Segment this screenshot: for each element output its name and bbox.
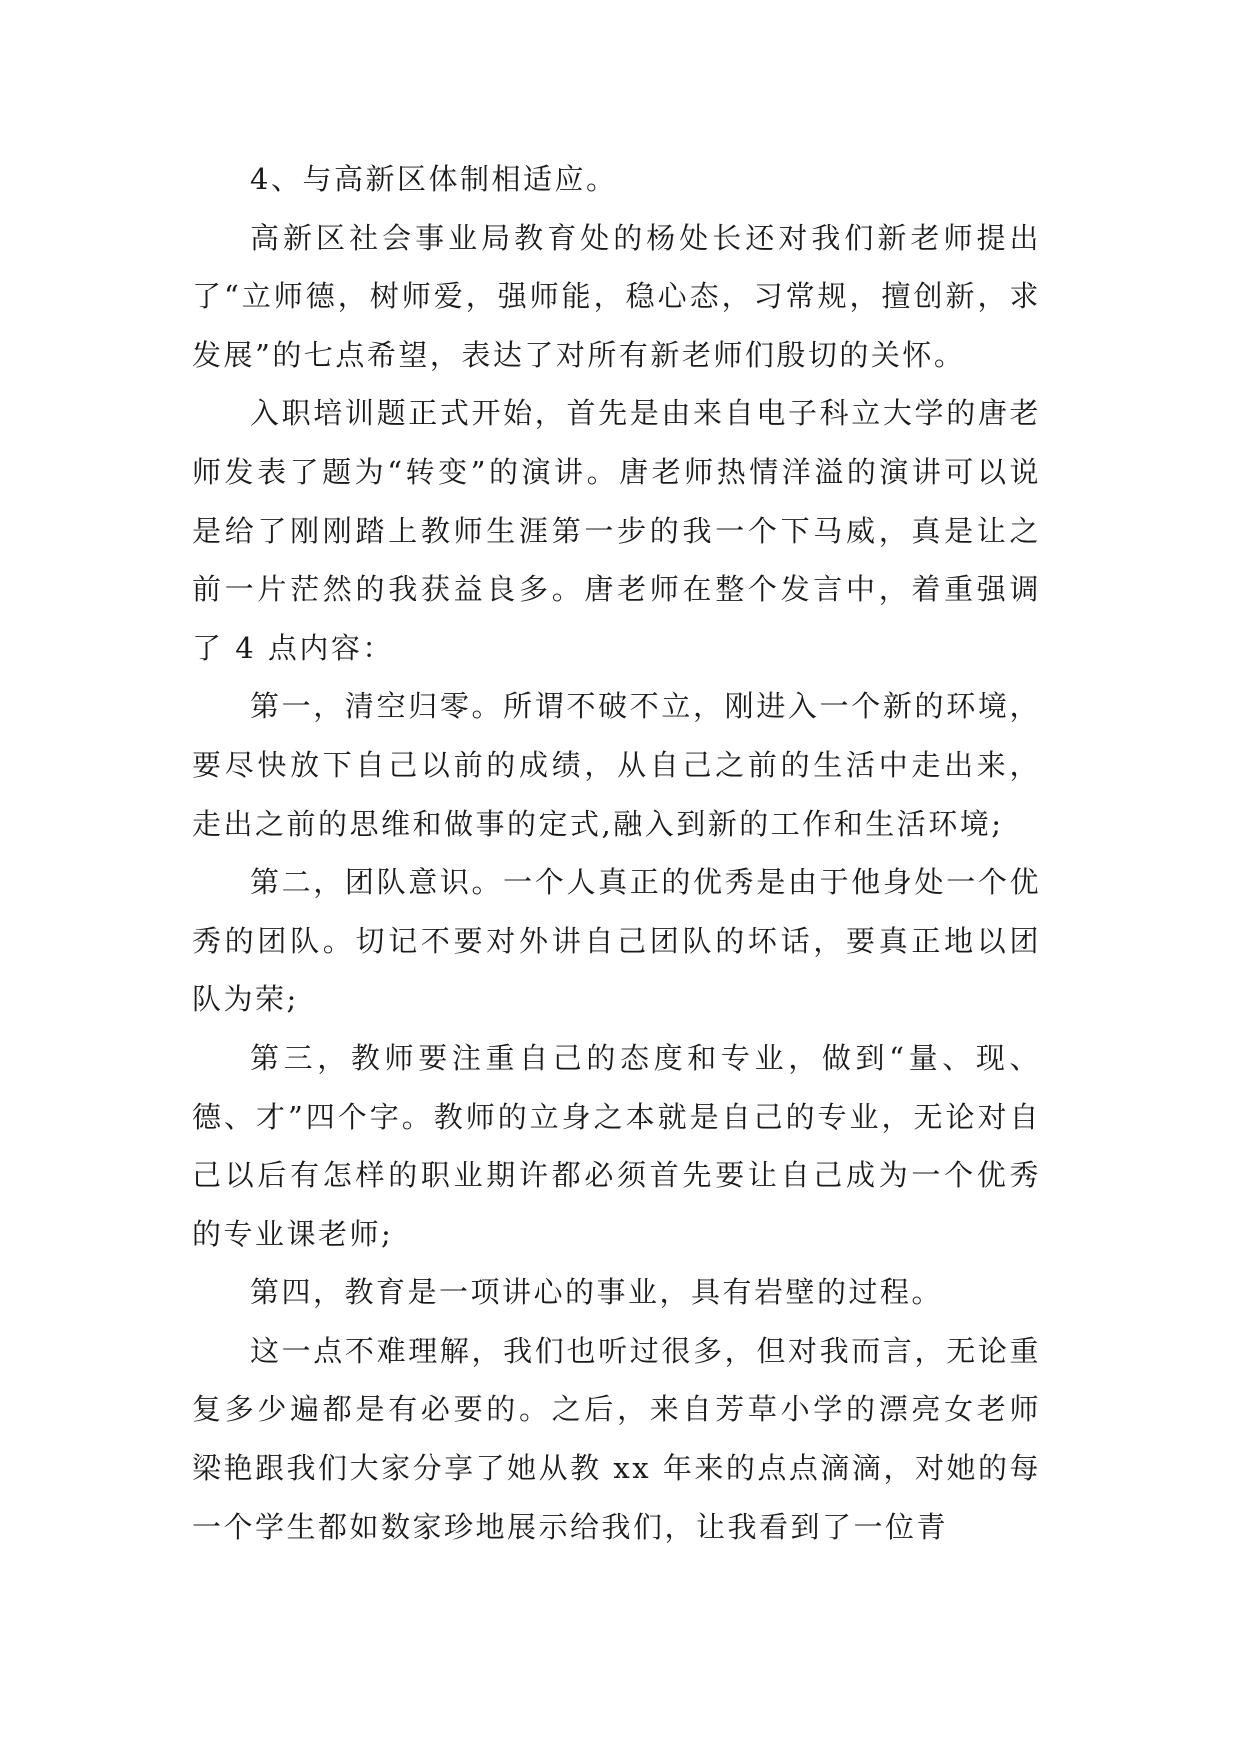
paragraph-training-start: 入职培训题正式开始，首先是由来自电子科立大学的唐老师发表了题为“转变”的演讲。唐老师热情洋溢的演讲可以说是给了刚刚踏上教师生涯第一步的我一个下马威，真是让之前一片茫然的我获益良多。唐老师在整个发言中，着重强调了 4 点内容： [192,396,1041,665]
paragraph-point-one: 第一，清空归零。所谓不破不立，刚进入一个新的环境，要尽快放下自己以前的成绩，从自己之前的生活中走出来，走出之前的思维和做事的定式,融入到新的工作和生活环境; [192,689,1041,841]
paragraph-point-two: 第二，团队意识。一个人真正的优秀是由于他身处一个优秀的团队。切记不要对外讲自己团队的坏话，要真正地以团队为荣; [192,865,1041,1017]
paragraph-reflection: 这一点不难理解，我们也听过很多，但对我而言，无论重复多少遍都是有必要的。之后，来自芳草小学的漂亮女老师梁艳跟我们大家分享了她从教 xx 年来的点点滴滴，对她的每一个学生都如数家珍地展示给我们，让我看到了一位青 [192,1333,1041,1544]
paragraph-item-4: 4、与高新区体制相适应。 [250,162,618,196]
paragraph-point-three: 第三，教师要注重自己的态度和专业，做到“量、现、德、才”四个字。教师的立身之本就是自己的专业，无论对自己以后有怎样的职业期许都必须首先要让自己成为一个优秀的专业课老师; [192,1040,1041,1251]
paragraph-hope: 高新区社会事业局教育处的杨处长还对我们新老师提出了“立师德，树师爱，强师能，稳心态，习常规，擅创新，求发展”的七点希望，表达了对所有新老师们殷切的关怀。 [192,220,1041,372]
paragraph-point-four: 第四，教育是一项讲心的事业，具有岩壁的过程。 [250,1275,944,1310]
